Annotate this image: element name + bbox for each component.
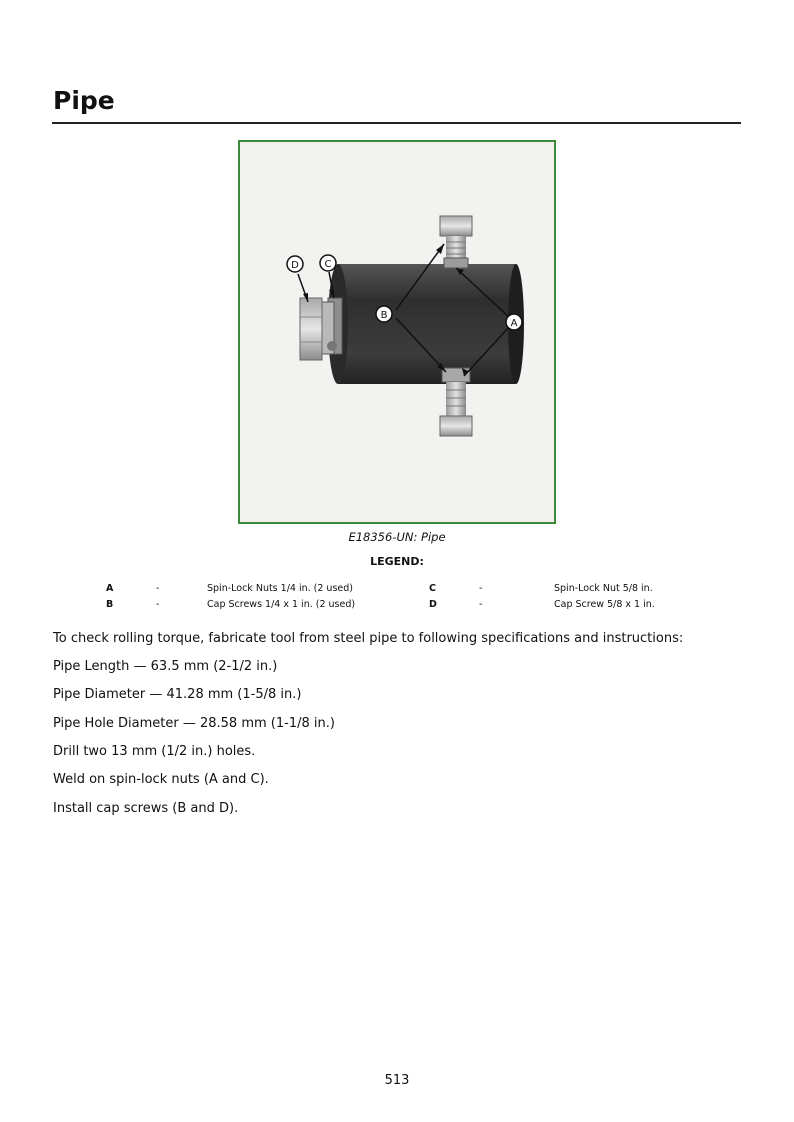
step-weld-nuts: Weld on spin-lock nuts (A and C). — [53, 772, 269, 787]
svg-text:D: D — [291, 260, 299, 271]
callout-c — [320, 255, 336, 271]
callout-a — [506, 314, 522, 330]
spec-pipe-hole-diameter: Pipe Hole Diameter — 28.58 mm (1-1/8 in.) — [53, 716, 335, 731]
title-divider — [52, 122, 741, 124]
legend-text: Spin-Lock Nuts 1/4 in. (2 used) — [207, 583, 353, 594]
pipe-tool-figure — [238, 140, 556, 524]
legend-separator: - — [479, 583, 483, 594]
page-number: 513 — [384, 1073, 410, 1088]
legend-separator: - — [479, 599, 483, 610]
legend-title: LEGEND: — [370, 555, 424, 568]
legend-text: Cap Screws 1/4 x 1 in. (2 used) — [207, 599, 356, 610]
legend-row — [0, 599, 794, 613]
spec-pipe-length: Pipe Length — 63.5 mm (2-1/2 in.) — [53, 659, 278, 674]
instruction-intro: To check rolling torque, fabricate tool from steel pipe to following specifications and instructions: — [53, 631, 684, 646]
legend-key: C — [429, 583, 436, 594]
svg-text:B: B — [380, 310, 388, 321]
callout-b — [376, 306, 392, 322]
svg-text:C: C — [324, 259, 332, 270]
steel-pipe — [328, 264, 524, 384]
legend-text: Cap Screw 5/8 x 1 in. — [554, 599, 655, 610]
callout-d — [287, 256, 303, 272]
side-cap-screw — [300, 298, 342, 360]
figure-caption: E18356-UN: Pipe — [348, 530, 446, 544]
pipe-tool-illustration — [240, 142, 554, 522]
step-drill-holes: Drill two 13 mm (1/2 in.) holes. — [53, 744, 256, 759]
legend-separator: - — [156, 583, 160, 594]
legend-text: Spin-Lock Nut 5/8 in. — [554, 583, 653, 594]
step-install-screws: Install cap screws (B and D). — [53, 801, 239, 816]
legend-key: A — [106, 583, 114, 594]
legend-key: D — [429, 599, 437, 610]
legend-key: B — [106, 599, 114, 610]
legend-separator: - — [156, 599, 160, 610]
spec-pipe-diameter: Pipe Diameter — 41.28 mm (1-5/8 in.) — [53, 687, 302, 702]
svg-text:A: A — [510, 318, 518, 329]
page-title: Pipe — [53, 86, 115, 115]
legend-row — [0, 583, 794, 597]
